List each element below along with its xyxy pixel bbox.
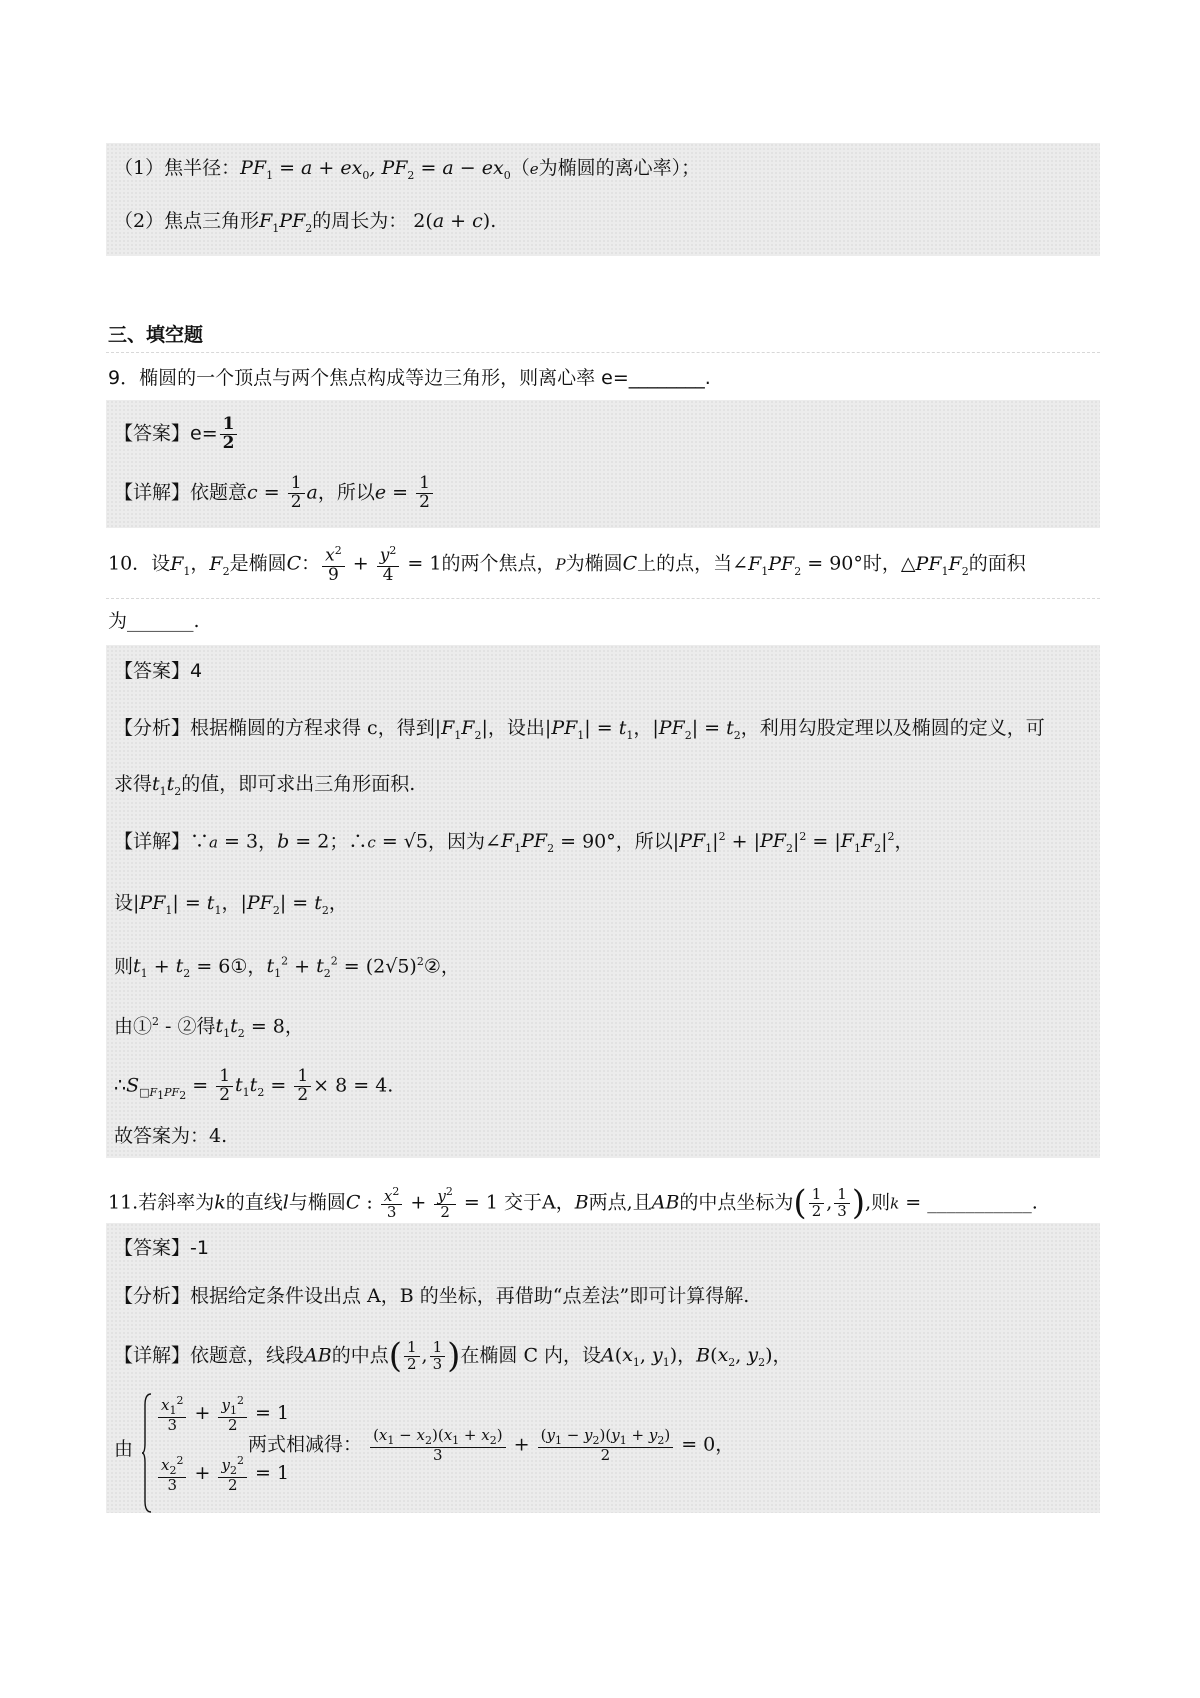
q10-detail-6: 故答案为：4. <box>114 1125 228 1147</box>
q10-detail-3: 则$t_1 + t_2$ = 6①，$t_1^2 + t_2^2$ = $(2√5)^2②$， <box>114 955 460 981</box>
q10-analysis: 【分析】根据椭圆的方程求得 c，得到$|F_1F_2|$，设出$|PF_1| = t_1$，$|PF_2| = t_2$，利用勾股定理以及椭圆的定义，可 <box>114 717 1045 742</box>
q9-stem: 9．椭圆的一个顶点与两个焦点构成等边三角形，则离心率 e=________. <box>108 367 711 389</box>
q10-answer: 【答案】4 <box>114 660 203 682</box>
divider <box>106 352 1100 353</box>
q10-detail-1: 【详解】∵a = 3，b = 2；∴c = √5，因为$\angle F_1PF_2 = 90^\circ$，所以$|PF_1|^2 + |PF_2|^2 = |F_1F_2|^2$， <box>114 830 914 856</box>
q9-detail: 【详解】依题意c = $\frac{1}{2}$ a，所以e = $\frac{1}{2}$ <box>114 475 435 512</box>
brace-icon <box>142 1393 152 1513</box>
q10-detail-4: 由①$^2$ - ②得$t_1t_2 = 8$， <box>114 1015 304 1041</box>
subtraction-result: 两式相减得： $\frac{(x_1 - x_2)(x_1 + x_2)}{3}$ + $\frac{(y_1 - y_2)(y_1 + y_2)}{2}$ = 0， <box>248 1426 735 1464</box>
equation-2: $\frac{x_2^2}{3}$ + $\frac{y_2^2}{2}$ = 1 <box>156 1455 289 1493</box>
q10-detail-5: $\therefore S_{□F_1PF_2}$ = $\frac{1}{2}$ $t_1t_2$ = $\frac{1}{2}$ × 8 = 4. <box>114 1066 394 1105</box>
section-title: 三、填空题 <box>108 324 204 346</box>
q10-analysis-line2: 求得$t_1t_2$的值，即可求出三角形面积. <box>114 773 416 798</box>
q11-detail-1: 【详解】依题意，线段AB的中点( $\frac{1}{2}$ , $\frac{1}{3}$ )在椭圆 C 内，设$A(x_1$, $y_1$)，$B(x_2$, $y_2$)， <box>114 1336 792 1376</box>
divider <box>106 598 1100 599</box>
q11-analysis: 【分析】根据给定条件设出点 A，B 的坐标，再借助“点差法”即可计算得解. <box>114 1285 750 1307</box>
q11-answer: 【答案】-1 <box>114 1237 209 1259</box>
q11-equation-system <box>114 1393 735 1513</box>
formula-line-2: （2）焦点三角形$F_1PF_2$的周长为： 2(a + c). <box>114 210 497 235</box>
you-label: 由 <box>114 1438 134 1460</box>
equation-1: $\frac{x_1^2}{3}$ + $\frac{y_1^2}{2}$ = 1 <box>156 1395 289 1433</box>
q10-stem-line2: 为_______. <box>108 610 200 632</box>
q10-detail-2: 设$|PF_1| = t_1$，$|PF_2| = t_2$， <box>114 892 348 917</box>
q9-answer: 【答案】e= $\frac{1}{2}$ <box>114 416 239 453</box>
q11-stem: 11.若斜率为k的直线l与椭圆C : $\frac{x^2}{3}$ + $\frac{y^2}{2}$ = 1 交于A，B两点,且AB的中点坐标为( $\frac{1}{2}$ , $\frac{1}{3}$ ),则k = ___________. <box>108 1183 1038 1223</box>
formula-line-1: （1）焦半径：$PF_1 = a + ex_0$, $PF_2 = a - ex_0(e$为椭圆的离心率）； <box>114 157 701 182</box>
q10-stem: 10．设$F_1$，$F_2$是椭圆C： $\frac{x^2}{9}$ + $\frac{y^2}{4}$ = 1的两个焦点，P为椭圆C上的点，当$\angle F_1PF_2 = 90^\circ$时，$\triangle PF_1F_2$的面积 <box>108 544 1026 585</box>
